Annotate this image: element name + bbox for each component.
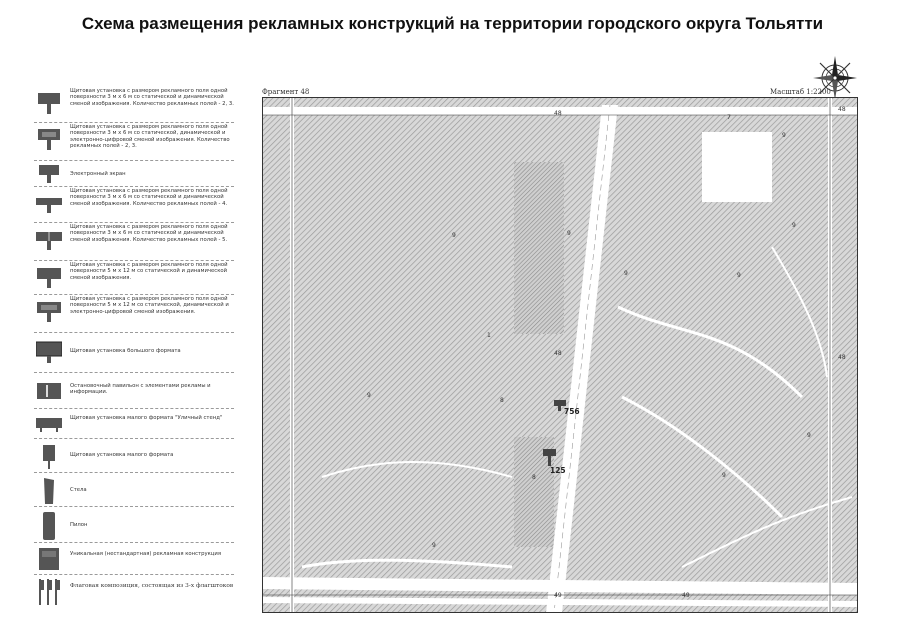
house-number: 8 — [532, 474, 536, 481]
legend-text: Щитовая установка с размером рекламного поля одной поверхности 3 м х 6 м со статической и динамической сменой изображения. Количество рекламных полей - 5. — [70, 224, 228, 243]
house-number: 9 — [782, 132, 786, 139]
house-number: 48 — [838, 354, 846, 361]
ad-marker-label: 125 — [550, 466, 566, 475]
legend-item — [34, 224, 234, 261]
legend-text: Щитовая установка с размером рекламного поля одной поверхности 5 м х 12 м со статической и динамической сменой изображения. — [70, 262, 228, 281]
legend-item — [34, 576, 234, 608]
billboard-5x12-icon — [36, 267, 62, 289]
legend-text: Щитовая установка с размером рекламного поля одной поверхности 3 м х 6 м со статической, динамической и электронно-цифровой сменой изображения. Количество рекламных полей - 2, 3. — [70, 124, 230, 149]
legend-text: Флаговая композиция, состоящая из 3-х флагштоков — [70, 583, 234, 589]
pylon-icon — [36, 511, 62, 541]
legend-item — [34, 440, 234, 473]
legend-text: Уникальная (нестандартная) рекламная конструкция — [70, 551, 222, 557]
legend-item — [34, 162, 234, 187]
house-number: 9 — [567, 230, 571, 237]
electronic-screen-icon — [36, 164, 62, 184]
legend-text: Щитовая установка большого формата — [70, 348, 181, 354]
legend-text: Щитовая установка с размером рекламного поля одной поверхности 3 м х 6 м со статической и динамической сменой изображения. Количество рекламных полей - 2, 3. — [70, 88, 234, 107]
legend-text: Щитовая установка с размером рекламного поля одной поверхности 3 м х 6 м со статической и динамической сменой изображения. Количество рекламных полей - 4. — [70, 188, 228, 207]
billboard-3x6-digital-icon — [36, 127, 62, 151]
house-number: 48 — [838, 106, 846, 113]
house-number: 9 — [792, 222, 796, 229]
house-number: 9 — [807, 432, 811, 439]
house-number: 8 — [500, 397, 504, 404]
unique-structure-icon — [36, 546, 62, 572]
house-number: 9 — [432, 542, 436, 549]
house-number: 9 — [367, 392, 371, 399]
map-fragment — [262, 97, 858, 613]
house-number: 9 — [722, 472, 726, 479]
map-title: Схема размещения рекламных конструкций на территории городского округа Тольятти — [81, 14, 824, 33]
building — [514, 162, 564, 334]
ad-marker-label: 756 — [564, 407, 580, 416]
legend-text: Пилон — [70, 522, 88, 528]
flag-composition-icon — [36, 578, 62, 606]
billboard-4-fields-icon — [36, 194, 62, 214]
legend-item — [34, 188, 234, 223]
legend-text: Электронный экран — [70, 171, 126, 177]
legend-item — [34, 296, 234, 333]
billboard-5x12-digital-icon — [36, 301, 62, 323]
legend-item — [34, 124, 234, 161]
billboard-5-fields-icon — [36, 229, 62, 251]
legend-item — [34, 544, 234, 575]
legend-item — [34, 262, 234, 295]
small-format-billboard-icon — [36, 444, 62, 470]
legend-text: Остановочный павильон с элементами рекламы и информации. — [70, 383, 211, 396]
house-number: 9 — [737, 272, 741, 279]
legend-text: Щитовая установка малого формата — [70, 452, 174, 458]
house-number: 1 — [487, 332, 491, 339]
legend-item — [34, 374, 234, 409]
house-number: 7 — [727, 114, 731, 121]
legend-item — [34, 410, 234, 439]
stela-icon — [36, 477, 62, 505]
scale-label: Масштаб 1:2200 — [770, 88, 831, 96]
house-number: 9 — [452, 232, 456, 239]
legend-item — [34, 508, 234, 543]
billboard-3x6-icon — [36, 91, 62, 115]
map-canvas — [262, 97, 858, 613]
legend-item — [34, 334, 234, 373]
house-number: 48 — [554, 110, 562, 117]
house-number: 49 — [554, 592, 562, 599]
legend-item — [34, 88, 234, 123]
building — [702, 132, 772, 202]
fragment-label: Фрагмент 48 — [262, 88, 310, 96]
large-format-billboard-icon — [36, 340, 62, 364]
house-number: 48 — [554, 350, 562, 357]
house-number: 49 — [682, 592, 690, 599]
legend-text: Щитовая установка с размером рекламного поля одной поверхности 5 м х 12 м со статической, динамической и электронно-цифровой сменой изображения. — [70, 296, 229, 315]
house-number: 9 — [624, 270, 628, 277]
legend-text: Стела — [70, 487, 87, 493]
legend-text: Щитовая установка малого формата "Уличный стенд" — [70, 415, 223, 421]
bus-stop-pavilion-icon — [36, 381, 62, 401]
legend-item — [34, 474, 234, 507]
street-stand-icon — [36, 415, 62, 433]
